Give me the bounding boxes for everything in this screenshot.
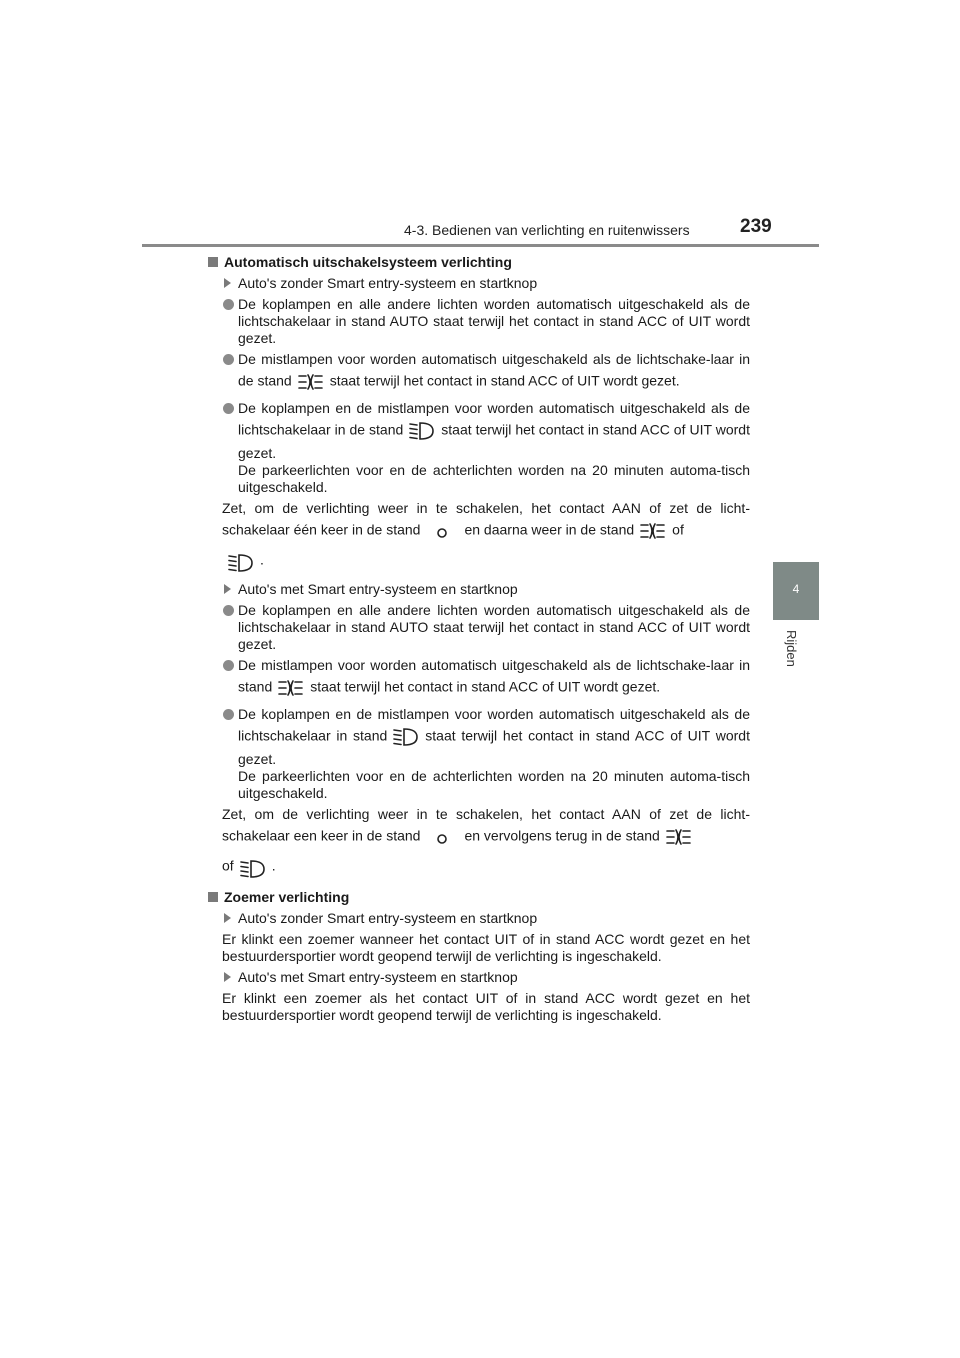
arrow-icon bbox=[224, 913, 231, 923]
front-fog-light-icon bbox=[278, 678, 304, 698]
section-heading-auto-off: Automatisch uitschakelsysteem verlichting bbox=[208, 254, 750, 271]
light-switch-off-icon bbox=[434, 521, 450, 541]
paragraph: Er klinkt een zoemer als het contact UIT of in stand ACC wordt gezet en het bestuurdersportier wordt geopend terwijl de verlichting is ingeschakeld. bbox=[222, 990, 750, 1023]
headlight-icon bbox=[393, 727, 419, 747]
subheading-smart-entry: Auto's met Smart entry-systeem en startknop bbox=[208, 969, 750, 986]
header-rule bbox=[142, 244, 819, 247]
paragraph: Zet, om de verlichting weer in te schakelen, het contact AAN of zet de licht-schakelaar één keer in de stand en daarna weer in de stand of . bbox=[208, 500, 750, 577]
bullet-icon bbox=[223, 299, 234, 310]
section-heading-buzzer: Zoemer verlichting bbox=[208, 889, 750, 906]
chapter-label: Rijden bbox=[784, 630, 799, 667]
page-number: 239 bbox=[740, 216, 772, 237]
headlight-icon bbox=[228, 553, 254, 573]
bullet-icon bbox=[223, 660, 234, 671]
arrow-icon bbox=[224, 584, 231, 594]
front-fog-light-icon bbox=[298, 372, 324, 392]
arrow-icon bbox=[224, 278, 231, 288]
bullet-item: De mistlampen voor worden automatisch uitgeschakeld als de lichtschake-laar in stand staat terwijl het contact in stand ACC of UIT wordt gezet. bbox=[208, 657, 750, 702]
bullet-icon bbox=[223, 354, 234, 365]
front-fog-light-icon bbox=[640, 521, 666, 541]
arrow-icon bbox=[224, 972, 231, 982]
bullet-icon bbox=[223, 403, 234, 414]
chapter-number: 4 bbox=[792, 582, 800, 596]
light-switch-off-icon bbox=[434, 827, 450, 847]
headlight-icon bbox=[240, 859, 266, 879]
bullet-item: De mistlampen voor worden automatisch uitgeschakeld als de lichtschake-laar in de stand staat terwijl het contact in stand ACC of UIT wordt gezet. bbox=[208, 351, 750, 396]
bullet-item: De koplampen en alle andere lichten worden automatisch uitgeschakeld als de lichtschakelaar in stand AUTO staat terwijl het contact in stand ACC of UIT wordt gezet. bbox=[208, 602, 750, 653]
bullet-icon bbox=[223, 709, 234, 720]
paragraph: Zet, om de verlichting weer in te schakelen, het contact AAN of zet de licht-schakelaar een keer in de stand en vervolgens terug in de stand of . bbox=[208, 806, 750, 883]
subheading-no-smart-entry: Auto's zonder Smart entry-systeem en startknop bbox=[208, 910, 750, 927]
bullet-item: De koplampen en de mistlampen voor worden automatisch uitgeschakeld als de lichtschakelaar in stand staat terwijl het contact in stand ACC of UIT wordt gezet. De parkeerlichten voor en de achterlichten worden na 20 minuten automa-tisch uitgeschakeld. bbox=[208, 706, 750, 802]
bullet-icon bbox=[223, 605, 234, 616]
subheading-no-smart-entry: Auto's zonder Smart entry-systeem en startknop bbox=[208, 275, 750, 292]
subheading-smart-entry: Auto's met Smart entry-systeem en startknop bbox=[208, 581, 750, 598]
front-fog-light-icon bbox=[666, 827, 692, 847]
bullet-item: De koplampen en alle andere lichten worden automatisch uitgeschakeld als de lichtschakelaar in stand AUTO staat terwijl het contact in stand ACC of UIT wordt gezet. bbox=[208, 296, 750, 347]
headlight-icon bbox=[409, 421, 435, 441]
chapter-tab bbox=[773, 562, 819, 620]
content-body bbox=[208, 254, 750, 1028]
running-header: 4-3. Bedienen van verlichting en ruitenwissers bbox=[404, 222, 690, 238]
paragraph: Er klinkt een zoemer wanneer het contact UIT of in stand ACC wordt gezet en het bestuurdersportier wordt geopend terwijl de verlichting is ingeschakeld. bbox=[222, 931, 750, 964]
bullet-item: De koplampen en de mistlampen voor worden automatisch uitgeschakeld als de lichtschakelaar in de stand staat terwijl het contact in stand ACC of UIT wordt gezet. De parkeerlichten voor en de achterlichten worden na 20 minuten automa-tisch uitgeschakeld. bbox=[208, 400, 750, 496]
